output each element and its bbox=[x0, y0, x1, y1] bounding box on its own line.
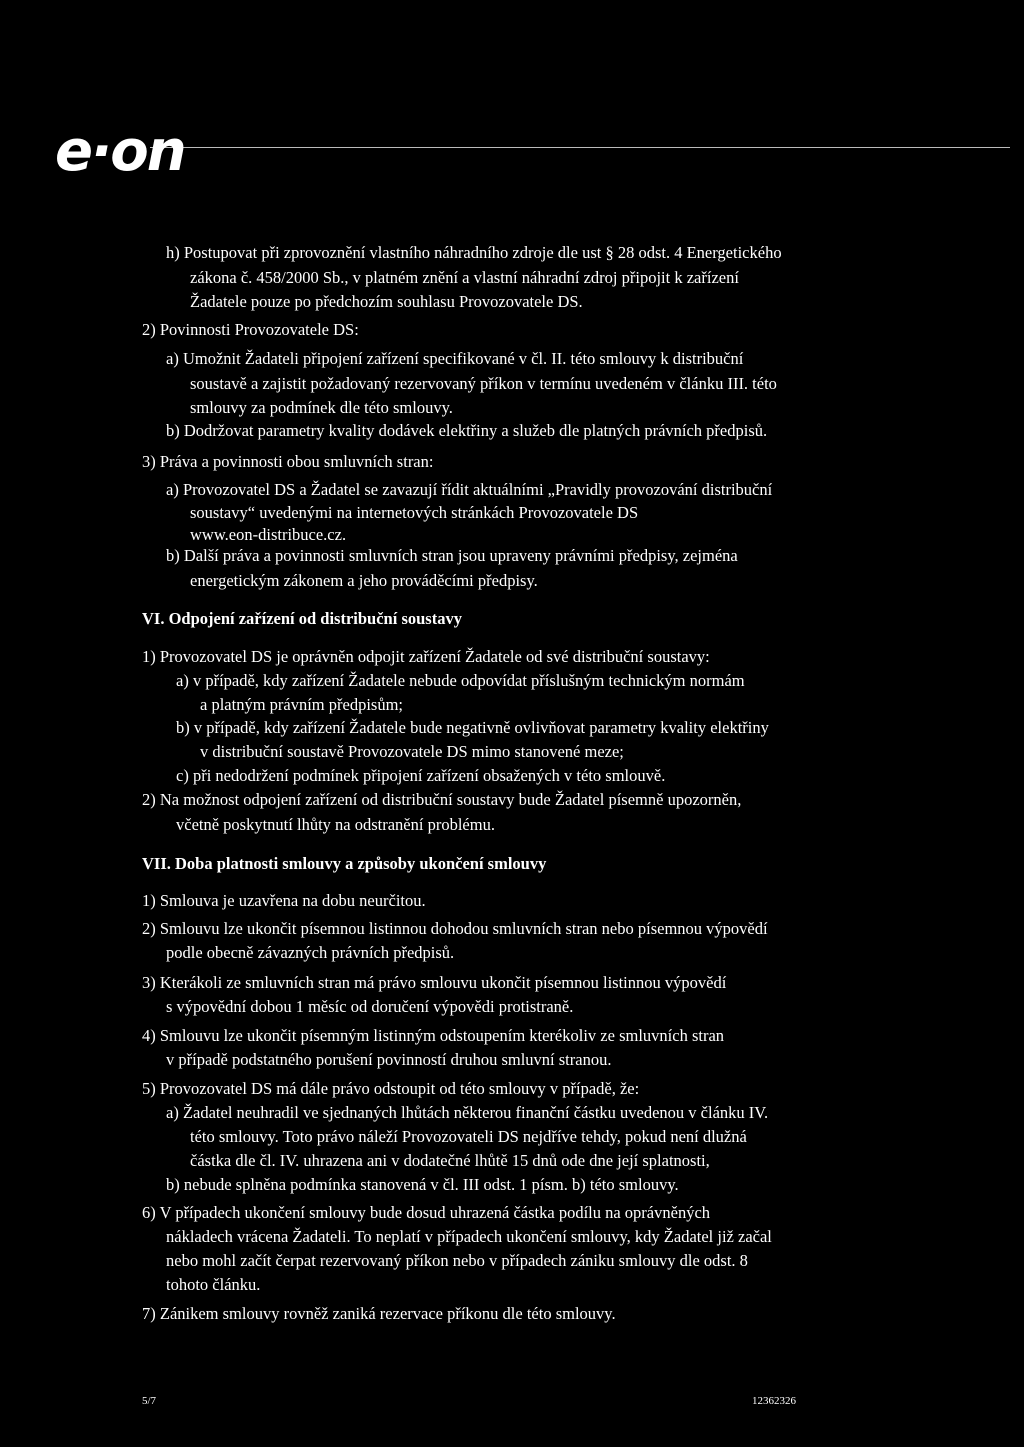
section-heading: VII. Doba platnosti smlouvy a způsoby ukončení smlouvy bbox=[142, 854, 547, 873]
text-line: 3) Kterákoli ze smluvních stran má právo smlouvu ukončit písemnou listinnou výpovědí bbox=[142, 973, 727, 992]
text-line: 1) Provozovatel DS je oprávněn odpojit zařízení Žadatele od své distribuční soustavy: bbox=[142, 647, 710, 666]
text-line: tohoto článku. bbox=[166, 1275, 261, 1294]
header-rule bbox=[150, 147, 1010, 148]
text-line: v případě podstatného porušení povinností druhou smluvní stranou. bbox=[166, 1050, 612, 1069]
document-page bbox=[0, 200, 1024, 1447]
text-line: 1) Smlouva je uzavřena na dobu neurčitou. bbox=[142, 891, 426, 910]
text-line: soustavě a zajistit požadovaný rezervovaný příkon v termínu uvedeném v článku III. této bbox=[190, 374, 777, 393]
text-line: a) Provozovatel DS a Žadatel se zavazují řídit aktuálními „Pravidly provozování distribuční bbox=[166, 480, 773, 499]
text-line: 3) Práva a povinnosti obou smluvních stran: bbox=[142, 452, 434, 471]
text-line: s výpovědní dobou 1 měsíc od doručení výpovědi protistraně. bbox=[166, 997, 574, 1016]
text-line: b) Dodržovat parametry kvality dodávek elektřiny a služeb dle platných právních předpisů. bbox=[166, 421, 768, 440]
section-heading: VI. Odpojení zařízení od distribuční soustavy bbox=[142, 609, 462, 628]
page-number: 5/7 bbox=[142, 1395, 157, 1407]
text-line: 5) Provozovatel DS má dále právo odstoupit od této smlouvy v případě, že: bbox=[142, 1079, 640, 1098]
text-line: a) Umožnit Žadateli připojení zařízení specifikované v čl. II. této smlouvy k distribuční bbox=[166, 349, 744, 368]
text-line: 4) Smlouvu lze ukončit písemným listinným odstoupením kterékoliv ze smluvních stran bbox=[142, 1026, 725, 1045]
text-line: včetně poskytnutí lhůty na odstranění problému. bbox=[176, 815, 495, 834]
text-line: nebo mohl začít čerpat rezervovaný příkon nebo v případech zániku smlouvy dle odst. 8 bbox=[166, 1251, 748, 1270]
text-line: www.eon-distribuce.cz. bbox=[190, 525, 347, 544]
text-line: soustavy“ uvedenými na internetových stránkách Provozovatele DS bbox=[190, 503, 639, 522]
document-number: 12362326 bbox=[752, 1395, 796, 1407]
text-line: a) v případě, kdy zařízení Žadatele nebude odpovídat příslušným technickým normám bbox=[176, 671, 745, 690]
text-line: b) v případě, kdy zařízení Žadatele bude negativně ovlivňovat parametry kvality elektřiny bbox=[176, 718, 769, 737]
text-line: zákona č. 458/2000 Sb., v platném znění a vlastní náhradní zdroj připojit k zařízení bbox=[190, 268, 739, 287]
text-line: b) nebude splněna podmínka stanovená v čl. III odst. 1 písm. b) této smlouvy. bbox=[166, 1175, 679, 1194]
text-line: nákladech vrácena Žadateli. To neplatí v případech ukončení smlouvy, kdy Žadatel již začal bbox=[166, 1227, 772, 1246]
text-line: a platným právním předpisům; bbox=[200, 695, 404, 714]
text-line: a) Žadatel neuhradil ve sjednaných lhůtách některou finanční částku uvedenou v článku IV. bbox=[166, 1103, 769, 1122]
text-line: c) při nedodržení podmínek připojení zařízení obsažených v této smlouvě. bbox=[176, 766, 666, 785]
text-line: energetickým zákonem a jeho prováděcími předpisy. bbox=[190, 571, 538, 590]
text-line: 2) Na možnost odpojení zařízení od distribuční soustavy bude Žadatel písemně upozorněn, bbox=[142, 790, 742, 809]
text-line: 6) V případech ukončení smlouvy bude dosud uhrazená částka podílu na oprávněných bbox=[142, 1203, 711, 1222]
text-line: v distribuční soustavě Provozovatele DS mimo stanovené meze; bbox=[200, 742, 624, 761]
eon-logo: e·on bbox=[55, 119, 185, 184]
page-header bbox=[0, 0, 1024, 200]
text-line: podle obecně závazných právních předpisů. bbox=[166, 943, 455, 962]
text-line: 2) Povinnosti Provozovatele DS: bbox=[142, 320, 359, 339]
text-line: smlouvy za podmínek dle této smlouvy. bbox=[190, 398, 453, 417]
text-line: Žadatele pouze po předchozím souhlasu Provozovatele DS. bbox=[190, 292, 583, 311]
text-line: 2) Smlouvu lze ukončit písemnou listinnou dohodou smluvních stran nebo písemnou výpovědí bbox=[142, 919, 768, 938]
text-line: částka dle čl. IV. uhrazena ani v dodatečné lhůtě 15 dnů ode dne její splatnosti, bbox=[190, 1151, 710, 1170]
text-line: h) Postupovat při zprovoznění vlastního náhradního zdroje dle ust § 28 odst. 4 Energetického bbox=[166, 243, 782, 262]
text-line: 7) Zánikem smlouvy rovněž zaniká rezervace příkonu dle této smlouvy. bbox=[142, 1304, 616, 1323]
text-line: této smlouvy. Toto právo náleží Provozovateli DS nejdříve tehdy, pokud není dlužná bbox=[190, 1127, 747, 1146]
text-line: b) Další práva a povinnosti smluvních stran jsou upraveny právními předpisy, zejména bbox=[166, 546, 738, 565]
